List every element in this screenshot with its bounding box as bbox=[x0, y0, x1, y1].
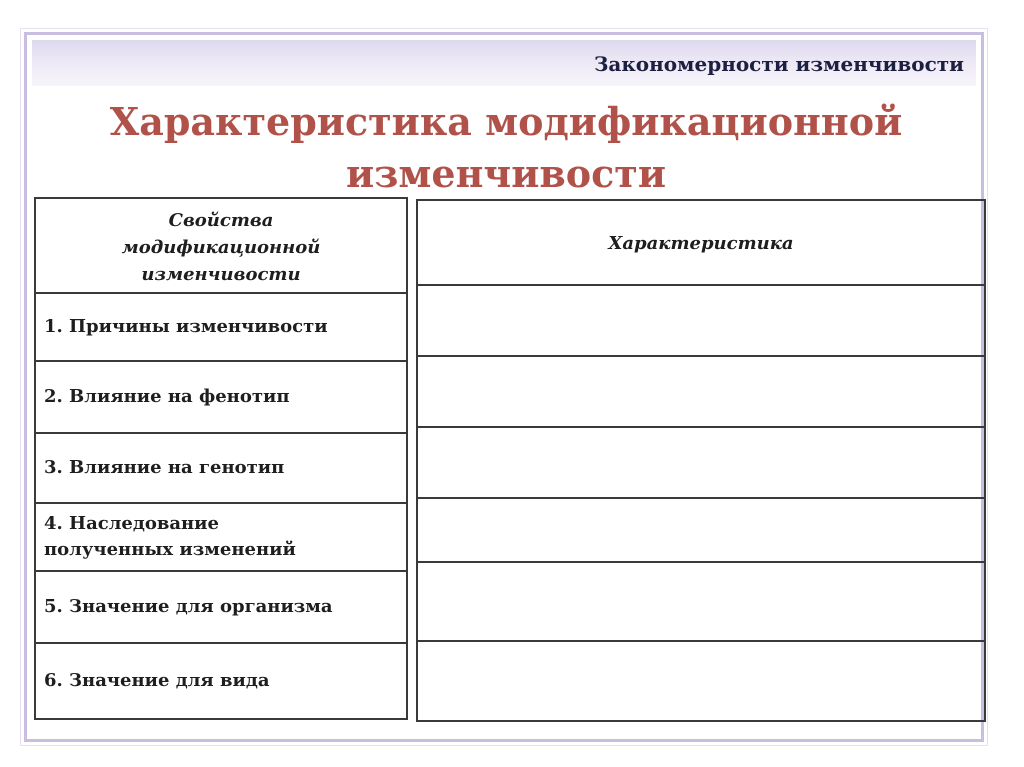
section-title: Закономерности изменчивости bbox=[593, 52, 964, 76]
property-label: 6. Значение для вида bbox=[44, 670, 270, 691]
property-cell-2 bbox=[35, 361, 407, 433]
property-label: 1. Причины изменчивости bbox=[44, 316, 328, 337]
table-row bbox=[35, 503, 407, 571]
page-title bbox=[60, 96, 952, 200]
characteristic-cell-1[interactable] bbox=[417, 285, 985, 356]
property-label: 5. Значение для организма bbox=[44, 596, 333, 617]
table-row bbox=[35, 361, 407, 433]
properties-header-line-2: модификационной bbox=[121, 237, 321, 258]
characteristic-cell-5[interactable] bbox=[417, 562, 985, 641]
property-cell-6 bbox=[35, 643, 407, 719]
page-title-line-1: Характеристика модификационной bbox=[109, 99, 903, 144]
table-row bbox=[417, 427, 985, 498]
table-row bbox=[417, 356, 985, 427]
properties-table bbox=[34, 197, 408, 720]
table-row bbox=[417, 562, 985, 641]
characteristic-cell-2[interactable] bbox=[417, 356, 985, 427]
table-row bbox=[35, 293, 407, 361]
table-row bbox=[417, 285, 985, 356]
property-cell-1 bbox=[35, 293, 407, 361]
page-title-line-2: изменчивости bbox=[345, 151, 667, 196]
table-row bbox=[417, 200, 985, 285]
table-row bbox=[35, 198, 407, 293]
properties-header-line-1: Свойства bbox=[168, 210, 274, 231]
table-row bbox=[417, 498, 985, 562]
table-row bbox=[417, 641, 985, 721]
property-label: 3. Влияние на генотип bbox=[44, 457, 285, 478]
property-label-line-2: полученных изменений bbox=[44, 539, 296, 560]
property-label: 2. Влияние на фенотип bbox=[44, 386, 290, 407]
characteristics-table bbox=[416, 199, 986, 722]
characteristic-cell-4[interactable] bbox=[417, 498, 985, 562]
property-cell-4 bbox=[35, 503, 407, 571]
table-row bbox=[35, 643, 407, 719]
characteristic-cell-3[interactable] bbox=[417, 427, 985, 498]
table-row bbox=[35, 433, 407, 503]
properties-header-cell bbox=[35, 198, 407, 293]
property-label: 4. Наследование bbox=[44, 513, 219, 534]
table-row bbox=[35, 571, 407, 643]
property-cell-5 bbox=[35, 571, 407, 643]
property-cell-3 bbox=[35, 433, 407, 503]
properties-header-line-3: изменчивости bbox=[141, 264, 301, 285]
characteristics-header-cell: Характеристика bbox=[417, 200, 985, 285]
characteristic-cell-6[interactable] bbox=[417, 641, 985, 721]
